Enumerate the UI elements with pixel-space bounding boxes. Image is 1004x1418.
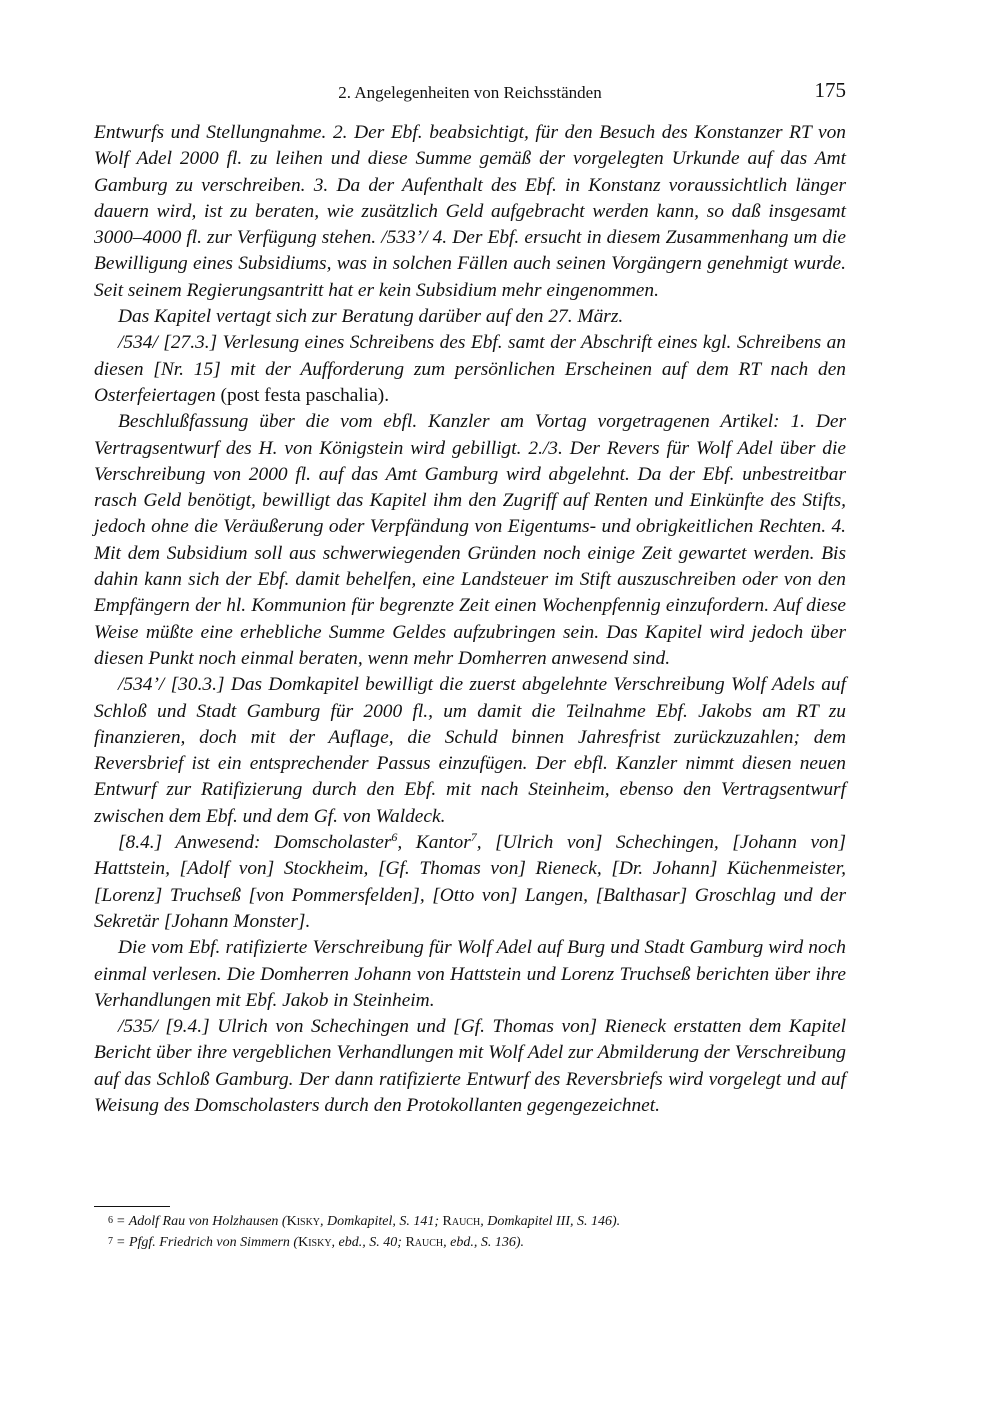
footnote-text: = Adolf Rau von Holzhausen ( bbox=[116, 1214, 287, 1229]
author-name: Rauch bbox=[405, 1235, 444, 1250]
footnote-ref-6[interactable]: 6 bbox=[391, 830, 398, 845]
paragraph-4: Beschlußfassung über die vom ebfl. Kanzler am Vortag vorgetragenen Artikel: 1. Der Vertragsentwurf des H. von Königstein wird gebilligt. 2./3. Der Revers für Wolf Adel über die Verschreibung von 2000 fl. auf das Amt Gamburg wird abgelehnt. Da der Ebf. unbestreitbar rasch Geld benötigt, bewilligt das Kapitel ihm den Zugriff auf Renten und Einkünfte des Stifts, jedoch ohne die Veräußerung oder Verpfändung von Eigentums- und obrigkeitlichen Rechten. 4. Mit dem Subsidium soll aus schwerwiegenden Gründen noch einige Zeit gewartet werden. Bis dahin kann sich der Ebf. damit behelfen, eine Landsteuer im Stift auszuschreiben oder von den Empfängern der hl. Kommunion für begrenzte Zeit einen Wochenpfennig einzufordern. Auf diese Weise müßte eine erhebliche Summe Geldes aufzubringen sein. Das Kapitel wird jedoch über diesen Punkt noch einmal beraten, wenn mehr Domherren anwesend sind. bbox=[94, 411, 846, 669]
author-name: Kisky bbox=[298, 1235, 332, 1250]
paragraph-2: Das Kapitel vertagt sich zur Beratung darüber auf den 27. März. bbox=[118, 306, 624, 328]
footnote-rule bbox=[94, 1206, 170, 1207]
paragraph-3-roman: (post festa paschalia). bbox=[215, 384, 390, 406]
paragraph-1: Entwurfs und Stellungnahme. 2. Der Ebf. beabsichtigt, für den Besuch des Konstanzer RT von Wolf Adel 2000 fl. zu leihen und diese Summe gemäß der vorgelegten Urkunde auf das Amt Gamburg zu verschreiben. 3. Da der Aufenthalt des Ebf. in Konstanz voraussichtlich länger dauern wird, ist zu beraten, wie zusätzlich Geld aufgebracht werden kann, so daß insgesamt 3000–4000 fl. zur Verfügung stehen. /533’/ 4. Der Ebf. ersucht in diesem Zusammenhang um die Bewilligung eines Subsidiums, was in solchen Fällen auch seinen Vorgängern genehmigt wurde. Seit seinem Regierungsantritt hat er kein Subsidium mehr eingenommen. bbox=[94, 122, 846, 301]
footnote-number: 6 bbox=[108, 1215, 113, 1226]
footnote-number: 7 bbox=[108, 1236, 113, 1247]
footnote-text: = Pfgf. Friedrich von Simmern ( bbox=[116, 1235, 299, 1250]
footnote-7 bbox=[94, 1232, 846, 1253]
running-head bbox=[94, 78, 846, 108]
page-number: 175 bbox=[814, 78, 846, 102]
paragraph-6 bbox=[94, 830, 846, 935]
running-title: 2. Angelegenheiten von Reichsständen bbox=[338, 83, 602, 102]
paragraph-8: /535/ [9.4.] Ulrich von Schechingen und [Gf. Thomas von] Rieneck erstatten dem Kapitel Bericht über ihre vergeblichen Verhandlungen mit Wolf Adel zur Abmilderung der Verschreibung auf das Schloß Gamburg. Der dann ratifizierte Entwurf des Reversbriefs wird vorgelegt und auf Weisung des Domscholasters durch den Protokollanten gegengezeichnet. bbox=[94, 1016, 846, 1116]
footnote-text: , Domkapitel III, S. 146). bbox=[480, 1214, 621, 1229]
footnote-text: , Domkapitel, S. 141; bbox=[320, 1214, 443, 1229]
footnote-6 bbox=[94, 1211, 846, 1232]
author-name: Rauch bbox=[442, 1214, 481, 1229]
paragraph-3 bbox=[94, 330, 846, 409]
footnote-text: , ebd., S. 136). bbox=[443, 1235, 525, 1250]
footnotes bbox=[94, 1211, 846, 1253]
author-name: Kisky bbox=[286, 1214, 321, 1229]
paragraph-5: /534’/ [30.3.] Das Domkapitel bewilligt die zuerst abgelehnte Verschreibung Wolf Adels auf Schloß und Stadt Gamburg für 2000 fl., um damit die Teilnahme Ebf. Jakobs am RT zu finanzieren, doch mit der Auflage, die Schuld binnen Jahresfrist zurückzuzahlen; dem Reversbrief ist ein entsprechender Passus einzufügen. Der ebfl. Kanzler nimmt diesen neuen Entwurf zur Ratifizierung durch den Ebf. mit nach Steinheim, ebenso den Vertragsentwurf zwischen dem Ebf. und dem Gf. von Waldeck. bbox=[94, 674, 846, 827]
paragraph-7: Die vom Ebf. ratifizierte Verschreibung für Wolf Adel auf Burg und Stadt Gamburg wird noch einmal verlesen. Die Domherren Johann von Hattstein und Lorenz Truchseß berichten über ihre Verhandlungen mit Ebf. Jakob in Steinheim. bbox=[94, 937, 846, 1011]
footnote-ref-7[interactable]: 7 bbox=[470, 830, 477, 845]
body-text bbox=[94, 120, 846, 1119]
paragraph-3-main: /534/ [27.3.] Verlesung eines Schreibens des Ebf. samt der Abschrift eines kgl. Schreibens an diesen [Nr. 15] mit der Aufforderung zum persönlichen Erscheinen auf dem RT nach den Osterfeiertagen bbox=[94, 332, 846, 406]
footnote-text: , ebd., S. 40; bbox=[331, 1235, 406, 1250]
paragraph-6-part-a: [8.4.] Anwesend: Domscholaster bbox=[118, 832, 392, 854]
paragraph-6-part-c: , [Ulrich von] Schechingen, [Johann von] Hattstein, [Adolf von] Stockheim, [Gf. Thomas von] Rieneck, [Dr. Johann] Küchenmeister, [Lorenz] Truchseß [von Pommersfelden], [Otto von] Langen, [Balthasar] Groschlag und der Sekretär [Johann Monster]. bbox=[94, 832, 846, 932]
paragraph-6-part-b: , Kantor bbox=[397, 832, 471, 854]
